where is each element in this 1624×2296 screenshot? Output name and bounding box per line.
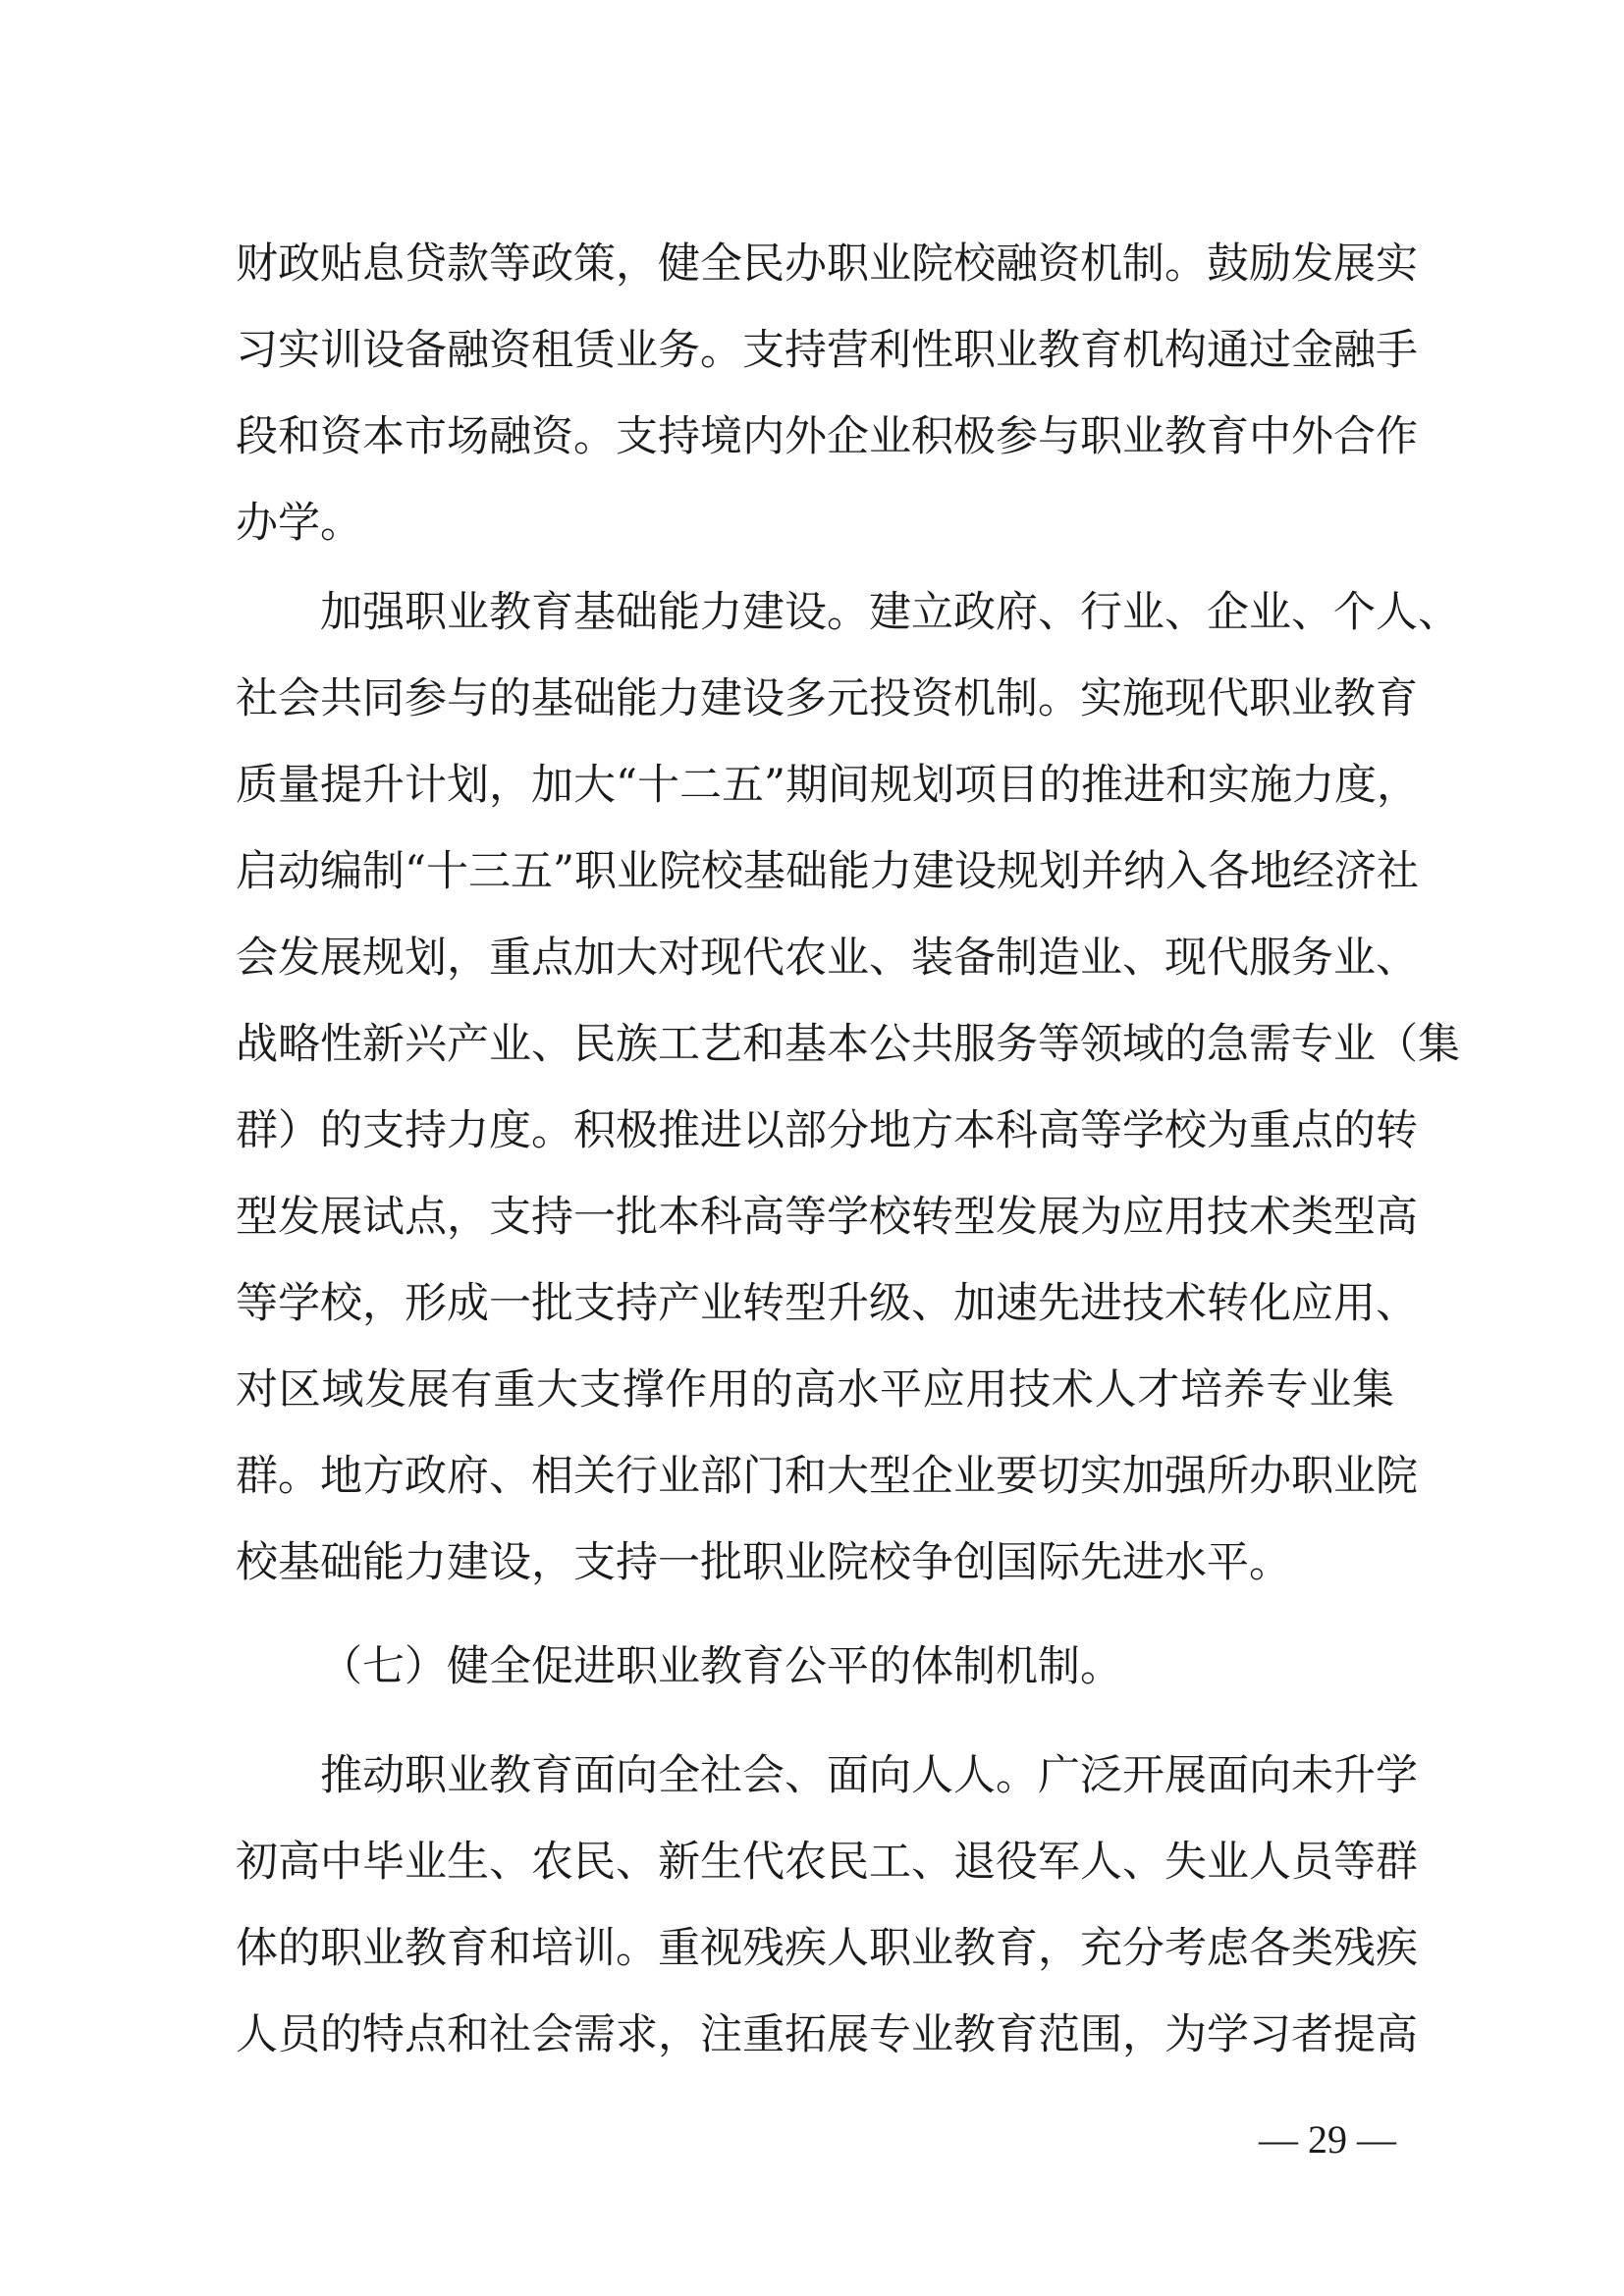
text-line-4: 办学。 (236, 499, 362, 548)
text-line-20: 体的职业教育和培训。重视残疾人职业教育，充分考虑各类残疾 (236, 1924, 1418, 1973)
text-line-5: 加强职业教育基础能力建设。建立政府、行业、企业、个人、 (320, 588, 1460, 637)
text-line-8: 启动编制“十三五”职业院校基础能力建设规划并纳入各地经济社 (236, 847, 1419, 896)
text-line-9: 会发展规划，重点加大对现代农业、装备制造业、现代服务业、 (236, 934, 1418, 983)
text-line-1: 财政贴息贷款等政策，健全民办职业院校融资机制。鼓励发展实 (236, 240, 1418, 289)
text-line-2: 习实训设备融资租赁业务。支持营利性职业教育机构通过金融手 (236, 326, 1418, 375)
text-line-13: 等学校，形成一批支持产业转型升级、加速先进技术转化应用、 (236, 1279, 1418, 1328)
text-line-3: 段和资本市场融资。支持境内外企业积极参与职业教育中外合作 (236, 412, 1418, 461)
text-line-15: 群。地方政府、相关行业部门和大型企业要切实加强所办职业院 (236, 1452, 1418, 1501)
text-line-12: 型发展试点，支持一批本科高等学校转型发展为应用技术类型高 (236, 1193, 1418, 1242)
text-line-16: 校基础能力建设，支持一批职业院校争创国际先进水平。 (236, 1538, 1291, 1587)
text-line-21: 人员的特点和社会需求，注重拓展专业教育范围，为学习者提高 (236, 2010, 1418, 2059)
text-line-6: 社会共同参与的基础能力建设多元投资机制。实施现代职业教育 (236, 674, 1418, 723)
text-line-11: 群）的支持力度。积极推进以部分地方本科高等学校为重点的转 (236, 1106, 1418, 1155)
page-number: — 29 — (1259, 2117, 1396, 2162)
text-line-10: 战略性新兴产业、民族工艺和基本公共服务等领域的急需专业（集 (236, 1020, 1460, 1069)
text-line-7: 质量提升计划，加大“十二五”期间规划项目的推进和实施力度， (236, 761, 1419, 810)
text-line-14: 对区域发展有重大支撑作用的高水平应用技术人才培养专业集 (236, 1365, 1394, 1415)
text-line-18: 推动职业教育面向全社会、面向人人。广泛开展面向未升学 (320, 1751, 1418, 1800)
section-heading: （七）健全促进职业教育公平的体制机制。 (320, 1642, 1122, 1691)
text-line-19: 初高中毕业生、农民、新生代农民工、退役军人、失业人员等群 (236, 1838, 1418, 1887)
